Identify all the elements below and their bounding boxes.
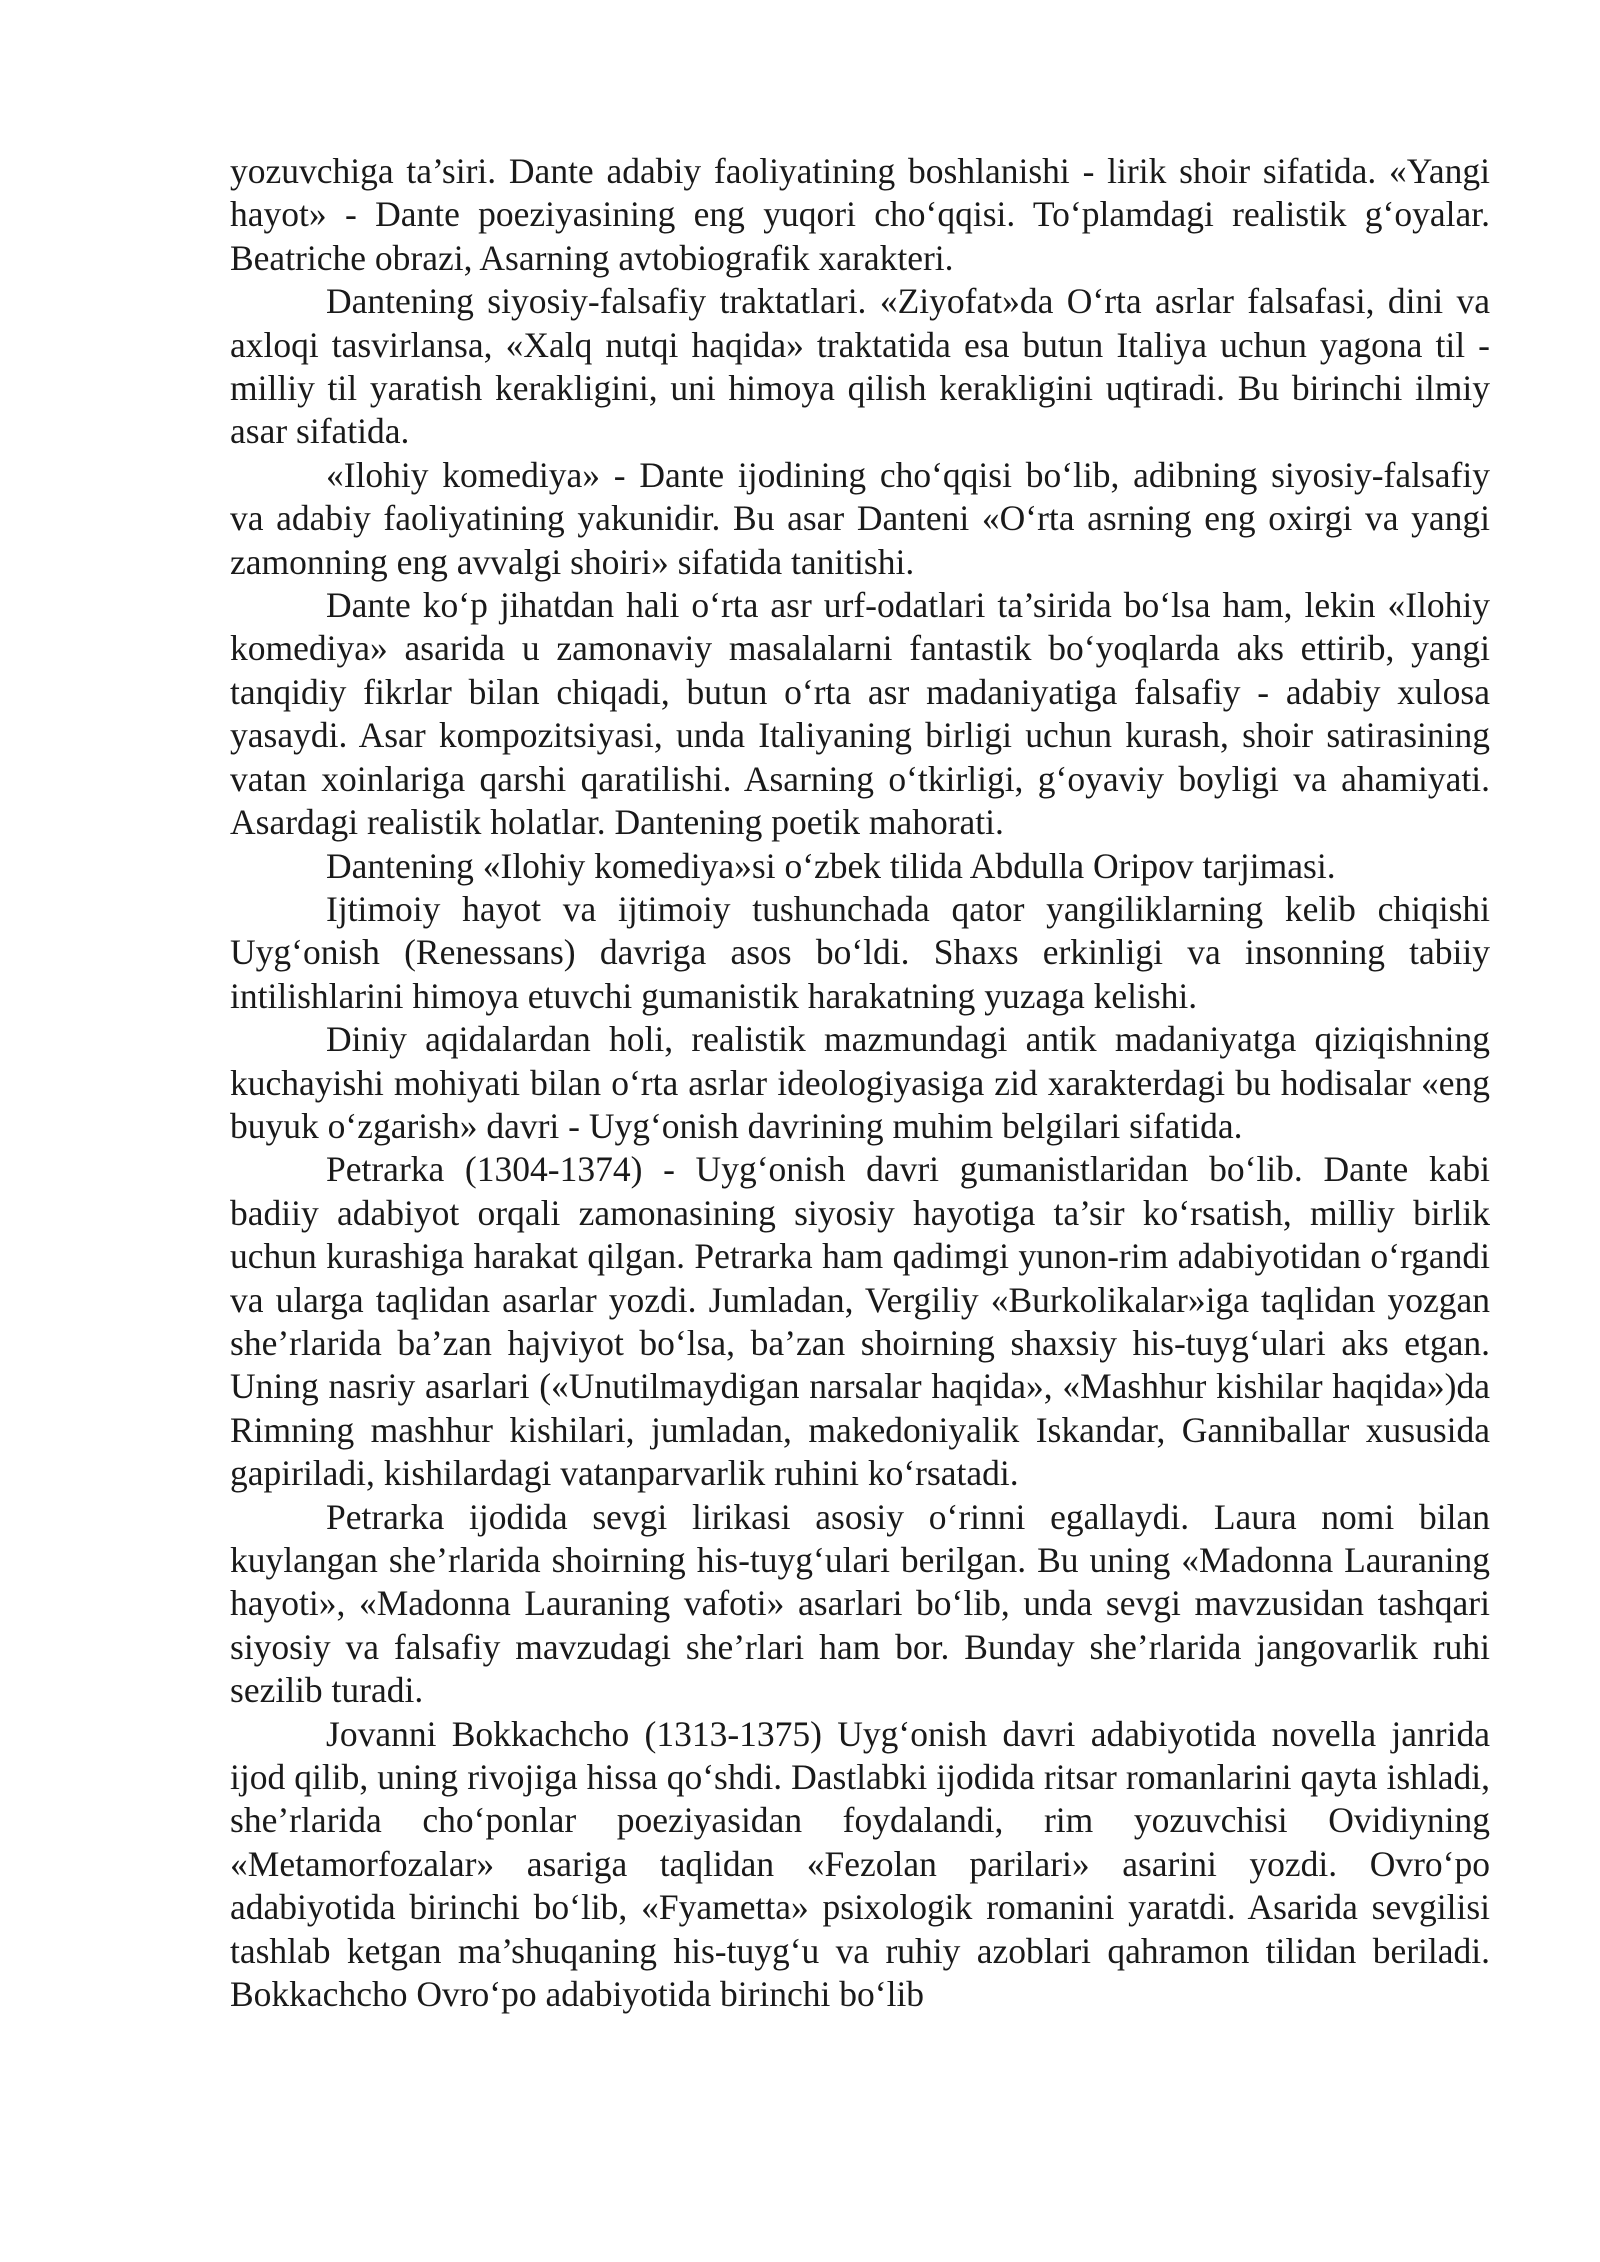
paragraph-7: Diniy aqidalardan holi, realistik mazmundagi antik madaniyatga qiziqishning kuchayishi mohiyati bilan o‘rta asrlar ideologiyasiga zid xarakterdagi bu hodisalar «eng buyuk o‘zgarish» davri - Uyg‘onish davrining muhim belgilari sifatida.	[230, 1019, 1490, 1146]
paragraph-10: Jovanni Bokkachcho (1313-1375) Uyg‘onish davri adabiyotida novella janrida ijod qilib, uning rivojiga hissa qo‘shdi. Dastlabki ijodida ritsar romanlarini qayta ishladi, she’rlarida cho‘ponlar poeziyasidan foydalandi, rim yozuvchisi Ovidiyning «Metamorfozalar» asariga taqlidan «Fezolan parilari» asarini yozdi. Ovro‘po adabiyotida birinchi bo‘lib, «Fyametta» psixologik romanini yaratdi. Asarida sevgilisi tashlab ketgan ma’shuqaning his-tuyg‘u va ruhiy azoblari qahramon tilidan beriladi. Bokkachcho Ovro‘po adabiyotida birinchi bo‘lib	[230, 1713, 1490, 2015]
paragraph-2: Dantening siyosiy-falsafiy traktatlari. «Ziyofat»da O‘rta asrlar falsafasi, dini va axloqi tasvirlansa, «Xalq nutqi haqida» traktatida esa butun Italiya uchun yagona til - milliy til yaratish kerakligini, uni himoya qilish kerakligini uqtiradi. Bu birinchi ilmiy asar sifatida.	[230, 281, 1490, 452]
paragraph-3: «Ilohiy komediya» - Dante ijodining cho‘qqisi bo‘lib, adibning siyosiy-falsafiy va adabiy faoliyatining yakunidir. Bu asar Danteni «O‘rta asrning eng oxirgi va yangi zamonning eng avvalgi shoiri» sifatida tanitishi.	[230, 454, 1490, 582]
paragraph-8: Petrarka (1304-1374) - Uyg‘onish davri gumanistlaridan bo‘lib. Dante kabi badiiy adabiyot orqali zamonasining siyosiy hayotiga ta’sir ko‘rsatish, milliy birlik uchun kurashiga harakat qilgan. Petrarka ham qadimgi yunon-rim adabiyotidan o‘rgandi va ularga taqlidan asarlar yozdi. Jumladan, Vergiliy «Burkolikalar»iga taqlidan yozgan she’rlarida ba’zan hajviyot bo‘lsa, ba’zan shoirning shaxsiy his-tuyg‘ulari aks etgan. Uning nasriy asarlari («Unutilmaydigan narsalar haqida», «Mashhur kishilar haqida»)da Rimning mashhur kishilari, jumladan, makedoniyalik Iskandar, Ganniballar xususida gapiriladi, kishilardagi vatanparvarlik ruhini ko‘rsatadi.	[230, 1149, 1490, 1494]
document-page	[230, 150, 1490, 2016]
paragraph-1: yozuvchiga ta’siri. Dante adabiy faoliyatining boshlanishi - lirik shoir sifatida. «Yangi hayot» - Dante poeziyasining eng yuqori cho‘qqisi. To‘plamdagi realistik g‘oyalar. Beatriche obrazi, Asarning avtobiografik xarakteri.	[230, 151, 1490, 278]
paragraph-5: Dantening «Ilohiy komediya»si o‘zbek tilida Abdulla Oripov tarjimasi.	[326, 845, 1336, 886]
paragraph-9: Petrarka ijodida sevgi lirikasi asosiy o‘rinni egallaydi. Laura nomi bilan kuylangan she’rlarida shoirning his-tuyg‘ulari berilgan. Bu uning «Madonna Lauraning hayoti», «Madonna Lauraning vafoti» asarlari bo‘lib, unda sevgi mavzusidan tashqari siyosiy va falsafiy mavzudagi she’rlari ham bor. Bunday she’rlarida jangovarlik ruhi sezilib turadi.	[230, 1496, 1490, 1711]
paragraph-4: Dante ko‘p jihatdan hali o‘rta asr urf-odatlari ta’sirida bo‘lsa ham, lekin «Ilohiy komediya» asarida u zamonaviy masalalarni fantastik bo‘yoqlarda aks ettirib, yangi tanqidiy fikrlar bilan chiqadi, butun o‘rta asr madaniyatiga falsafiy - adabiy xulosa yasaydi. Asar kompozitsiyasi, unda Italiyaning birligi uchun kurash, shoir satirasining vatan xoinlariga qarshi qaratilishi. Asarning o‘tkirligi, g‘oyaviy boyligi va ahamiyati. Asardagi realistik holatlar. Dantening poetik mahorati.	[230, 585, 1490, 843]
paragraph-6: Ijtimoiy hayot va ijtimoiy tushunchada qator yangiliklarning kelib chiqishi Uyg‘onish (Renessans) davriga asos bo‘ldi. Shaxs erkinligi va insonning tabiiy intilishlarini himoya etuvchi gumanistik harakatning yuzaga kelishi.	[230, 888, 1490, 1016]
